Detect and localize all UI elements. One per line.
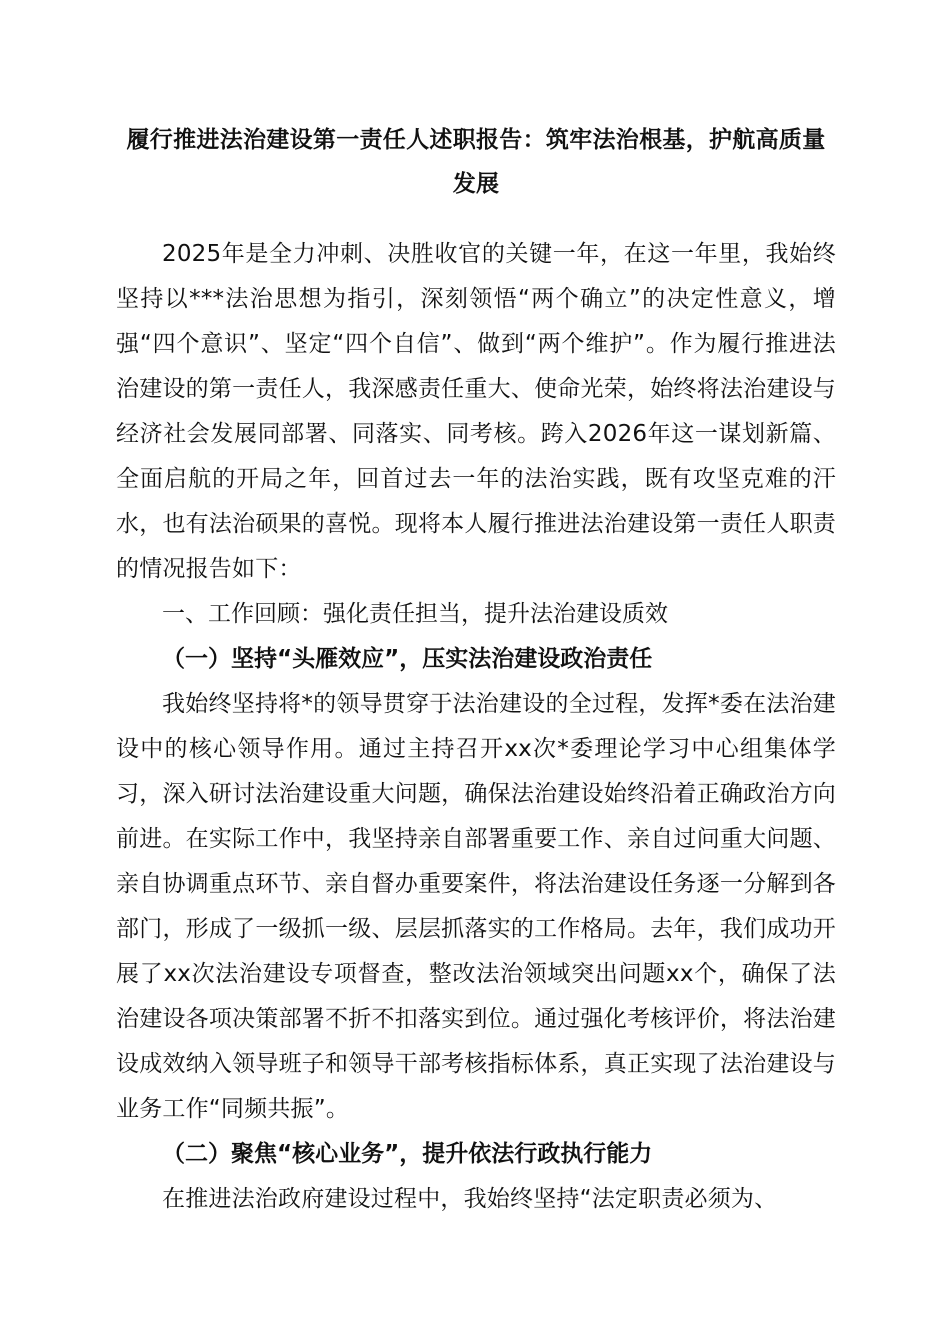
subsection-heading-2: （二）聚焦“核心业务”，提升依法行政执行能力: [162, 1141, 653, 1167]
intro-paragraph: 2025年是全力冲刺、决胜收官的关键一年，在这一年里，我始终坚持以***法治思想为指引，深刻领悟“两个确立”的决定性意义，增强“四个意识”、坚定“四个自信”、做到“两个维护”。作为履行推进法治建设的第一责任人，我深感责任重大、使命光荣，始终将法治建设与经济社会发展同部署、同落实、同考核。跨入2026年这一谋划新篇、全面启航的开局之年，回首过去一年的法治实践，既有攻坚克难的汗水，也有法治硕果的喜悦。现将本人履行推进法治建设第一责任人职责的情况报告如下：: [116, 241, 836, 582]
subsection-body-2: 在推进法治政府建设过程中，我始终坚持“法定职责必须为、: [162, 1186, 778, 1212]
document-title: 履行推进法治建设第一责任人述职报告：筑牢法治根基，护航高质量发展: [126, 127, 826, 197]
subsection-body-1: 我始终坚持将*的领导贯穿于法治建设的全过程，发挥*委在法治建设中的核心领导作用。通过主持召开xx次*委理论学习中心组集体学习，深入研讨法治建设重大问题，确保法治建设始终沿着正确政治方向前进。在实际工作中，我坚持亲自部署重要工作、亲自过问重大问题、亲自协调重点环节、亲自督办重要案件，将法治建设任务逐一分解到各部门，形成了一级抓一级、层层抓落实的工作格局。去年，我们成功开展了xx次法治建设专项督查，整改法治领域突出问题xx个，确保了法治建设各项决策部署不折不扣落实到位。通过强化考核评价，将法治建设成效纳入领导班子和领导干部考核指标体系，真正实现了法治建设与业务工作“同频共振”。: [116, 691, 836, 1122]
subsection-heading-1: （一）坚持“头雁效应”，压实法治建设政治责任: [162, 646, 653, 672]
section-heading: 一、工作回顾：强化责任担当，提升法治建设质效: [162, 601, 668, 627]
document-body: [116, 118, 836, 1222]
